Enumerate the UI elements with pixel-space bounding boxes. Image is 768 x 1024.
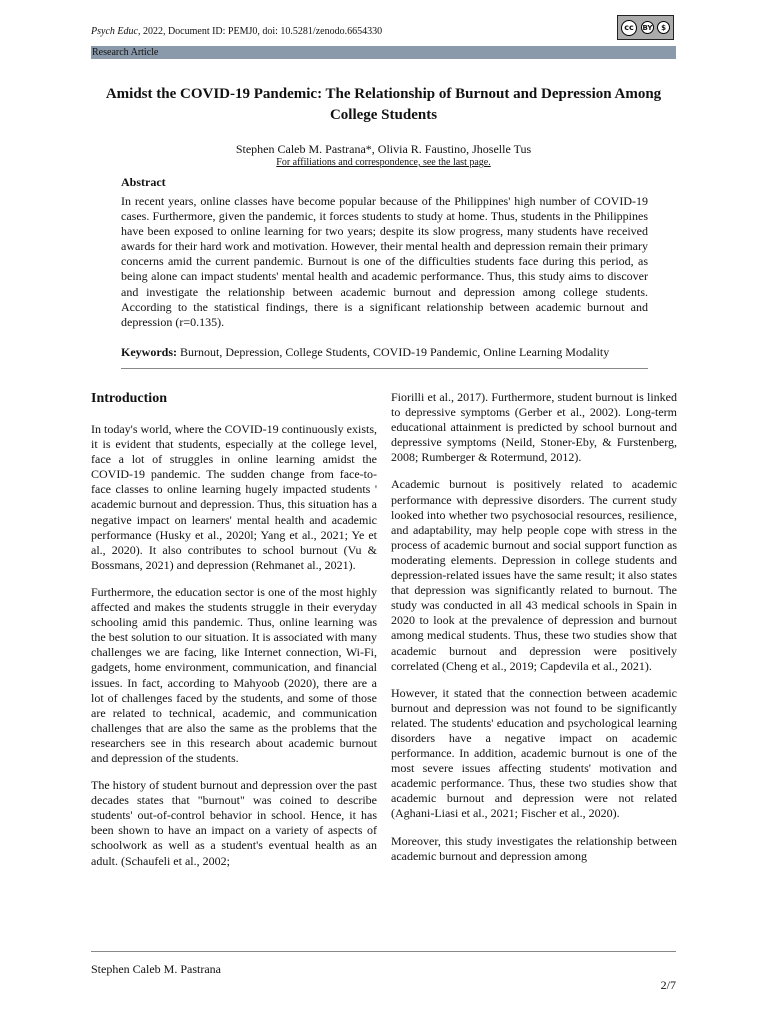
body-paragraph: Moreover, this study investigates the relationship between academic burnout and depression among (391, 833, 677, 863)
journal-name: Psych Educ (91, 26, 138, 37)
abstract-text: In recent years, online classes have become popular because of the Philippines' high number of COVID-19 cases. Furthermore, given the pandemic, it forces students to study at home. Thus, students in the Philippines have been exposed to online learning for two years; despite its slow progress, many students have received awards for their hard work and motivation. However, their mental health and depression remain their primary concerns amid the current pandemic. Burnout is one of the difficulties students face during this period, as being alone can impact students' mental health and academic performance. Thus, this study aims to discover and investigate the relationship between academic burnout and depression among college students. According to the statistical findings, there is a significant relationship between academic burnout and depression (r=0.135). (121, 194, 648, 329)
attribution-icon: BY (641, 21, 654, 34)
keywords-label: Keywords: (121, 345, 177, 359)
body-paragraph: Academic burnout is positively related to academic performance with depressive disorders. The current study looked into whether two psychosocial resources, resilience, and adaptability, may help people cope with stress in the process of academic burnout and social support function as moderating elements. Depression in college students and depression-related issues have the same result; it also states that depression was significantly related to burnout. The study was conducted in all 43 medical schools in Spain in 2020 to look at the prevalence of depression and burnout among medical students. Thus, these two studies show that academic burnout and depression were positively correlated (Cheng et al., 2019; Capdevila et al., 2021). (391, 477, 677, 673)
body-paragraph: The history of student burnout and depression over the past decades states that "burnout" was coined to describe students' out-of-control behavior in school. Hence, it has been shown to have an impact on a variety of aspects of schoolwork as well as a student's eventual health as an adult. (Schaufeli et al., 2002; (91, 778, 377, 868)
citation-details: , 2022, Document ID: PEMJ0, doi: 10.5281/zenodo.6654330 (137, 26, 383, 37)
journal-citation (91, 26, 382, 37)
noncommercial-icon: $ (657, 21, 670, 34)
abstract-heading: Abstract (121, 175, 166, 189)
cc-icon: cc (621, 20, 637, 36)
footer-divider (91, 951, 676, 952)
article-type-banner: Research Article (91, 46, 676, 59)
affiliation-link[interactable]: For affiliations and correspondence, see the last page. (276, 157, 491, 168)
left-column (91, 422, 377, 881)
body-paragraph: In today's world, where the COVID-19 continuously exists, it is evident that students, especially at the college level, face a lot of struggles in online learning amidst the COVID-19 pandemic. The sudden change from face-to-face classes to online learning hugely impacted students ' academic burnout and depression. Thus, this situation has a negative impact on learners' mental health and academic performance (Husky et al., 2020l; Yang et al., 2021; Ye et al., 2020). It also contributes to school burnout (Vu & Bossmans, 2021) and depression (Rehmanet al., 2021). (91, 422, 377, 572)
body-paragraph: Fiorilli et al., 2017). Furthermore, student burnout is linked to depressive symptoms (Gerber et al., 2002). Long-term educational attainment is predicted by school burnout and depressive symptoms (Neild, Stoner-Eby, & Furstenberg, 2008; Rumberger & Rotermund, 2012). (391, 390, 677, 465)
abstract-divider (121, 368, 648, 369)
page-number: 2/7 (660, 978, 676, 992)
introduction-heading: Introduction (91, 391, 167, 406)
body-paragraph: Furthermore, the education sector is one of the most highly affected and makes the students struggle in their everyday schooling amid this pandemic. Thus, online learning was the best solution to our situation. It is associated with many challenges we are facing, like Internet connection, Wi-Fi, gadgets, home environment, communication, and financial issues. In fact, according to Mahyoob (2020), there are a lot of challenges faced by the students, and some of those are related to technical, academic, and communication challenges that are also the same as the problems that the researchers see in this research about academic burnout and depression of the students. (91, 584, 377, 765)
body-paragraph: However, it stated that the connection between academic burnout and depression was not found to be significantly related. The students' education and psychological learning disorders have a negative impact on academic performance. In addition, academic burnout is one of the most severe issues affecting students' motivation and academic performance. Thus, these two studies show that academic burnout and depression were not related (Aghani-Liasi et al., 2021; Fischer et al., 2020). (391, 685, 677, 821)
keywords-line (121, 345, 651, 360)
keywords-list: Burnout, Depression, College Students, COVID-19 Pandemic, Online Learning Modality (177, 345, 610, 359)
right-column (391, 390, 677, 876)
cc-license-badge[interactable] (617, 15, 674, 40)
author-list: Stephen Caleb M. Pastrana*, Olivia R. Faustino, Jhoselle Tus (235, 142, 532, 156)
footer-author: Stephen Caleb M. Pastrana (91, 962, 221, 976)
article-title: Amidst the COVID-19 Pandemic: The Relationship of Burnout and Depression Among College Students (105, 86, 662, 123)
